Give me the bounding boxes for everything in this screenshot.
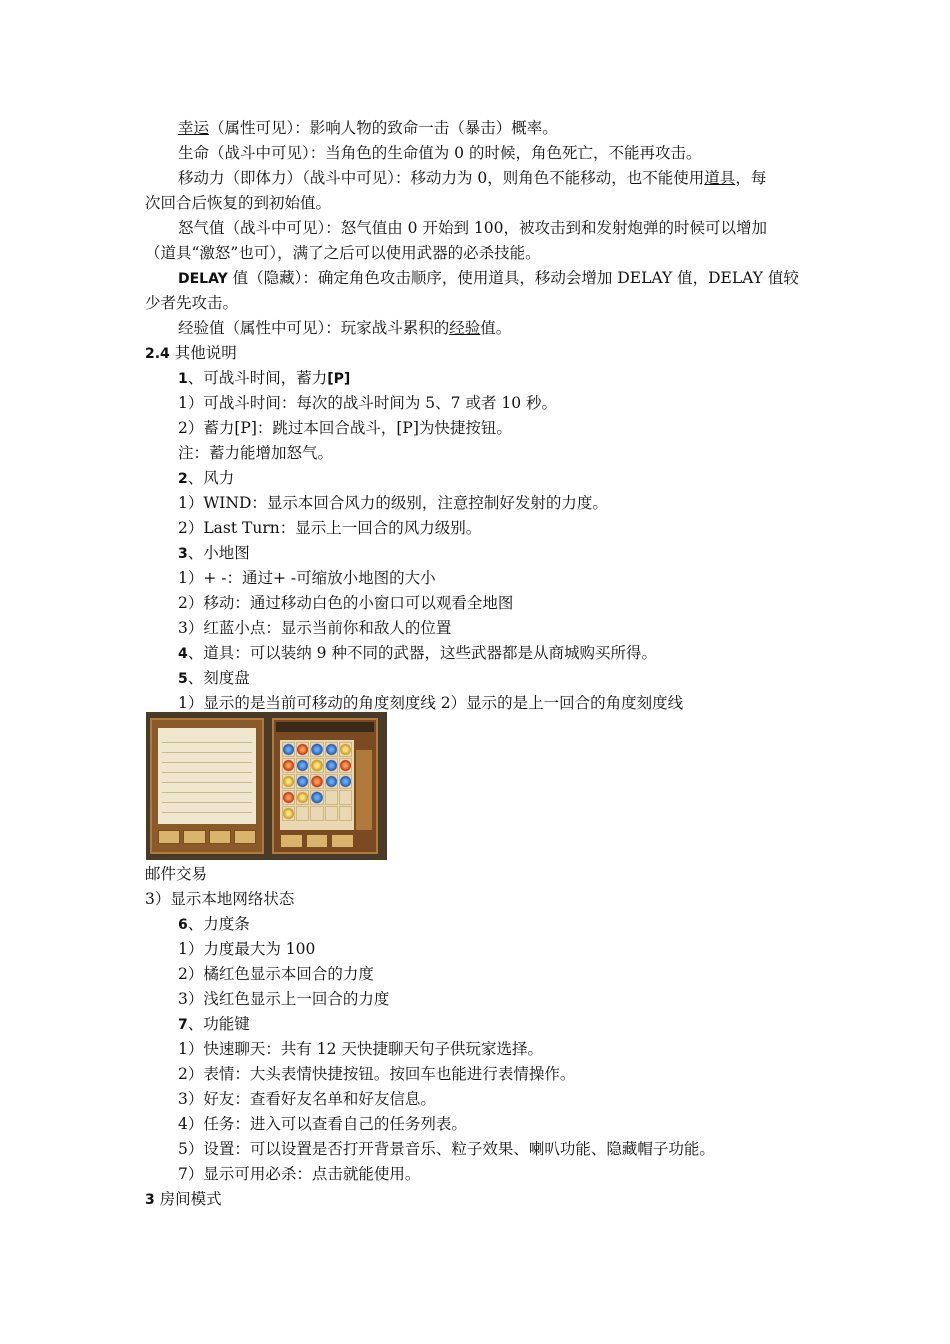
heading-number: 3 (178, 546, 188, 562)
bag-panel (272, 718, 378, 854)
item-grid (280, 740, 354, 830)
heading-number: 1 (178, 371, 188, 387)
heading-number: 2 (178, 471, 188, 487)
list-item: 1）显示的是当前可移动的角度刻度线 2）显示的是上一回合的角度刻度线 (178, 694, 684, 712)
paragraph-life: 生命（战斗中可见）：当角色的生命值为 0 的时候，角色死亡，不能再攻击。 (178, 144, 702, 162)
list-item: 2）移动：通过移动白色的小窗口可以观看全地图 (178, 594, 514, 612)
paragraph-delay (178, 266, 799, 292)
luck-desc: （属性可见）：影响人物的致命一击（暴击）概率。 (209, 119, 558, 137)
heading-text: 、风力 (187, 469, 235, 487)
paragraph-delay-cont: 少者先攻击。 (145, 294, 239, 312)
list-item: 2）蓄力[P]：跳过本回合战斗，[P]为快捷按钮。 (178, 419, 512, 437)
exp-desc: 经验值（属性中可见）：玩家战斗累积的 (178, 319, 450, 337)
section-heading-3 (145, 1187, 222, 1213)
image-caption: 邮件交易 (145, 865, 208, 883)
heading-power-bar (178, 912, 250, 938)
paragraph-rage: 怒气值（战斗中可见）：怒气值由 0 开始到 100，被攻击到和发射炮弹的时候可以增加 (178, 219, 767, 237)
luck-term: 幸运 (178, 119, 210, 137)
heading-number: 6 (178, 917, 188, 933)
mail-panel (150, 718, 264, 854)
paragraph-move-cont: 次回合后恢复的到初始值。 (145, 194, 332, 212)
list-item: 7）显示可用必杀：点击就能使用。 (178, 1165, 421, 1183)
heading-text: 、功能键 (187, 1015, 250, 1033)
section-title: 其他说明 (169, 344, 237, 362)
heading-number: 4 (178, 646, 188, 662)
bag-buttons (280, 834, 354, 848)
list-item: 2）表情：大头表情快捷按钮。按回车也能进行表情操作。 (178, 1065, 576, 1083)
list-item: 3）显示本地网络状态 (145, 890, 295, 908)
list-item: 1）+ -：通过+ -可缩放小地图的大小 (178, 569, 436, 587)
heading-number: 5 (178, 671, 188, 687)
list-item: 4）任务：进入可以查看自己的任务列表。 (178, 1115, 467, 1133)
heading-items (178, 641, 657, 667)
heading-function-keys (178, 1012, 250, 1038)
exp-desc-end: 值。 (480, 319, 512, 337)
bag-header (276, 722, 374, 732)
heading-text: 、可战斗时间，蓄力 (187, 369, 328, 387)
heading-wind (178, 466, 234, 492)
heading-number: 7 (178, 1017, 188, 1033)
heading-text: 、道具：可以装纳 9 种不同的武器，这些武器都是从商城购买所得。 (187, 644, 657, 662)
list-item: 3）红蓝小点：显示当前你和敌人的位置 (178, 619, 452, 637)
section-number: 3 (145, 1192, 155, 1208)
list-item: 1）快速聊天：共有 12 天快捷聊天句子供玩家选择。 (178, 1040, 543, 1058)
section-title: 房间模式 (154, 1190, 222, 1208)
move-desc: 移动力（即体力）（战斗中可见）：移动力为 0，则角色不能移动，也不能使用 (178, 169, 705, 187)
item-term: 道具 (704, 169, 736, 187)
section-heading-2-4 (145, 341, 237, 367)
heading-text: 、小地图 (187, 544, 250, 562)
heading-battle-time (178, 366, 350, 392)
heading-text: 、刻度盘 (187, 669, 250, 687)
list-item: 1）WIND：显示本回合风力的级别，注意控制好发射的力度。 (178, 494, 608, 512)
paragraph-exp (178, 316, 511, 341)
delay-desc: 值（隐藏）：确定角色攻击顺序，使用道具，移动会增加 DELAY 值，DELAY 值较 (227, 269, 799, 287)
list-item: 1）力度最大为 100 (178, 940, 316, 958)
bag-side-tab (356, 750, 372, 830)
heading-dial (178, 666, 250, 692)
heading-minimap (178, 541, 250, 567)
mail-trade-screenshot (146, 712, 387, 860)
list-item: 3）浅红色显示上一回合的力度 (178, 990, 390, 1008)
mail-buttons (158, 830, 256, 844)
note: 注：蓄力能增加怒气。 (178, 444, 334, 462)
list-item: 5）设置：可以设置是否打开背景音乐、粒子效果、喇叭功能、隐藏帽子功能。 (178, 1140, 715, 1158)
delay-term: DELAY (178, 271, 228, 287)
paragraph-luck (178, 116, 558, 141)
move-desc-end: ，每 (735, 169, 767, 187)
section-number: 2.4 (145, 346, 170, 362)
list-item: 2）橘红色显示本回合的力度 (178, 965, 374, 983)
list-item: 3）好友：查看好友名单和好友信息。 (178, 1090, 436, 1108)
paragraph-move (178, 166, 766, 191)
exp-term: 经验 (449, 319, 481, 337)
mail-paper (158, 728, 256, 824)
paragraph-rage-cont: （道具“激怒”也可），满了之后可以使用武器的必杀技能。 (145, 244, 541, 262)
list-item: 1）可战斗时间：每次的战斗时间为 5、7 或者 10 秒。 (178, 394, 558, 412)
list-item: 2）Last Turn：显示上一回合的风力级别。 (178, 519, 482, 537)
heading-text: 、力度条 (187, 915, 250, 933)
heading-key: [P] (327, 371, 351, 387)
